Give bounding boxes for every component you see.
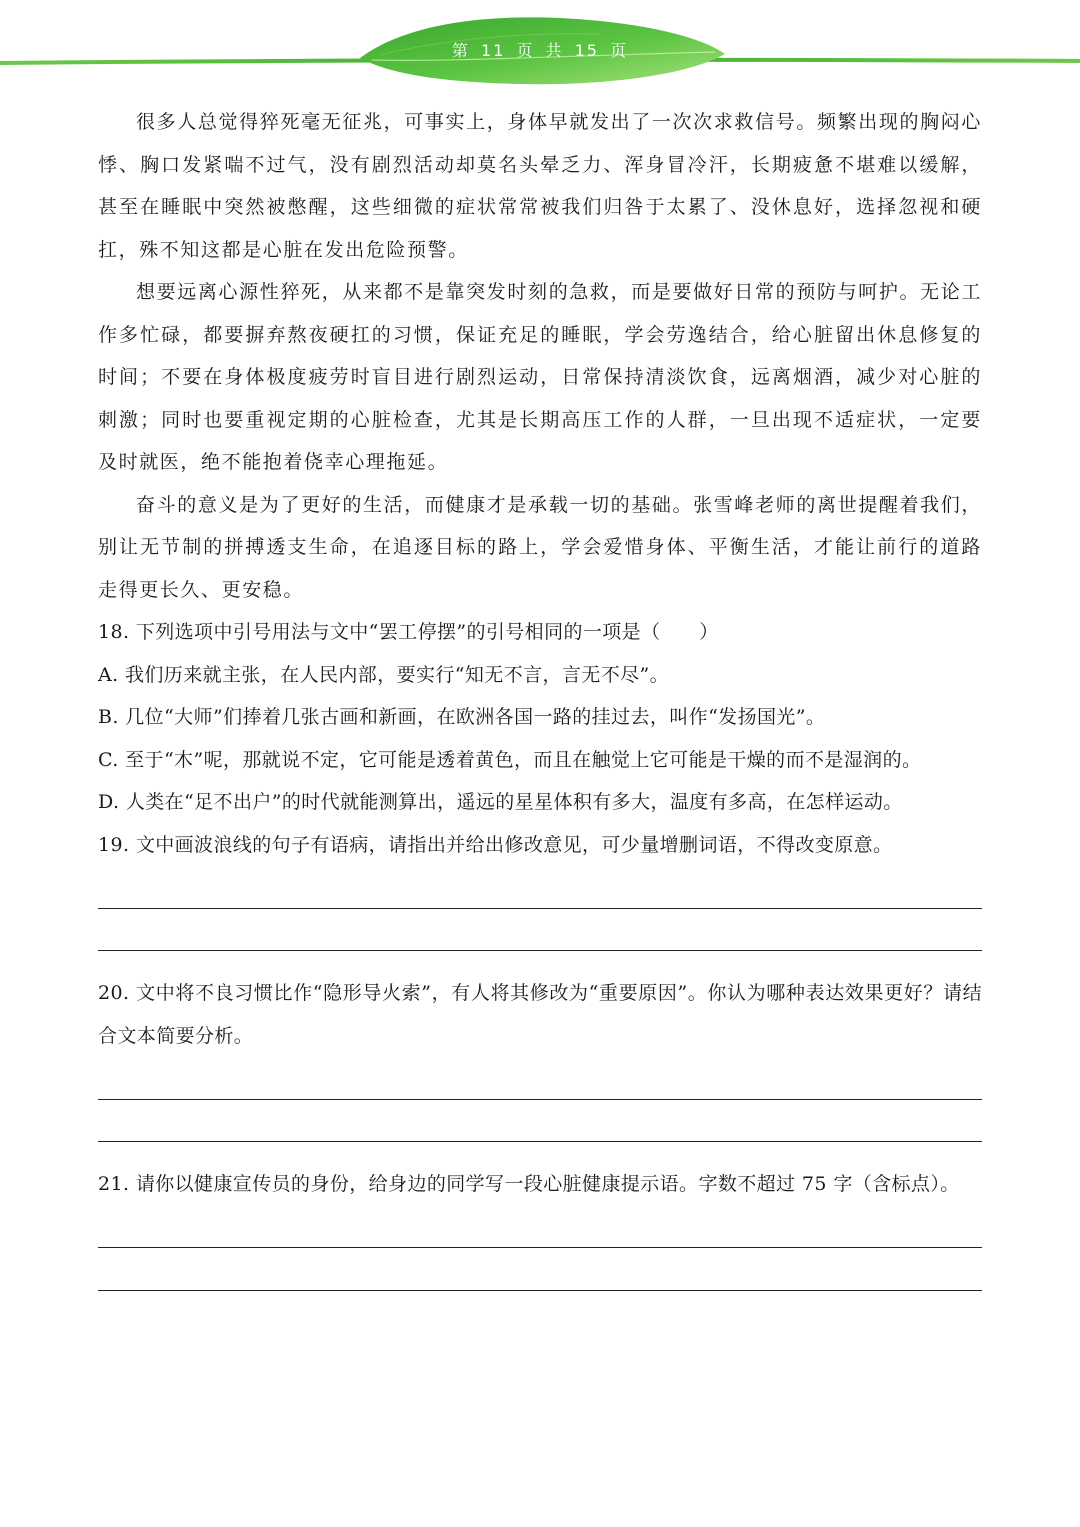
question-19-stem: 19. 文中画波浪线的句子有语病，请指出并给出修改意见，可少量增删词语，不得改变原意。 [98, 833, 893, 856]
option-d: D. 人类在“足不出户”的时代就能测算出，遥远的星星体积有多大，温度有多高，在怎样运动。 [98, 791, 903, 813]
passage-paragraph: 奋斗的意义是为了更好的生活，而健康才是承载一切的基础。张雪峰老师的离世提醒着我们，别让无节制的拼搏透支生命，在追逐目标的路上，学会爱惜身体、平衡生活，才能让前行的道路走得更长久、更安稳。 [98, 493, 982, 601]
page-number: 第 11 页 共 15 页 [451, 41, 629, 60]
document-body [98, 101, 982, 1291]
page-header [0, 0, 1080, 100]
question-21-stem: 21. 请你以健康宣传员的身份，给身边的同学写一段心脏健康提示语。字数不超过 75 字（含标点）。 [98, 1173, 960, 1195]
answer-line[interactable] [98, 866, 982, 909]
passage-paragraph: 想要远离心源性猝死，从来都不是靠突发时刻的急救，而是要做好日常的预防与呵护。无论工作多忙碌，都要摒弃熬夜硬扛的习惯，保证充足的睡眠，学会劳逸结合，给心脏留出休息修复的时间；不要在身体极度疲劳时盲目进行剧烈运动，日常保持清淡饮食，远离烟酒，减少对心脏的刺激；同时也要重视定期的心脏检查，尤其是长期高压工作的人群，一旦出现不适症状，一定要及时就医，绝不能抱着侥幸心理拖延。 [98, 281, 982, 473]
answer-line[interactable] [98, 1206, 982, 1249]
answer-line[interactable] [98, 1057, 982, 1100]
answer-line[interactable] [98, 1248, 982, 1291]
passage-paragraph: 很多人总觉得猝死毫无征兆，可事实上，身体早就发出了一次次求救信号。频繁出现的胸闷心悸、胸口发紧喘不过气，没有剧烈活动却莫名头晕乏力、浑身冒冷汗，长期疲惫不堪难以缓解，甚至在睡眠中突然被憋醒，这些细微的症状常常被我们归咎于太累了、没休息好，选择忽视和硬扛，殊不知这都是心脏在发出危险预警。 [98, 111, 982, 261]
option-c: C. 至于“木”呢，那就说不定，它可能是透着黄色，而且在触觉上它可能是干燥的而不是湿润的。 [98, 748, 922, 771]
option-a: A. 我们历来就主张，在人民内部，要实行“知无不言，言无不尽”。 [98, 663, 670, 686]
answer-line[interactable] [98, 1100, 982, 1143]
answer-line[interactable] [98, 909, 982, 952]
question-18-stem: 18. 下列选项中引号用法与文中“罢工停摆”的引号相同的一项是（ ） [98, 621, 719, 643]
option-b: B. 几位“大师”们捧着几张古画和新画，在欧洲各国一路的挂过去，叫作“发扬国光”。 [98, 706, 826, 728]
question-20-stem: 20. 文中将不良习惯比作“隐形导火索”，有人将其修改为“重要原因”。你认为哪种表达效果更好？请结合文本简要分析。 [98, 982, 982, 1047]
